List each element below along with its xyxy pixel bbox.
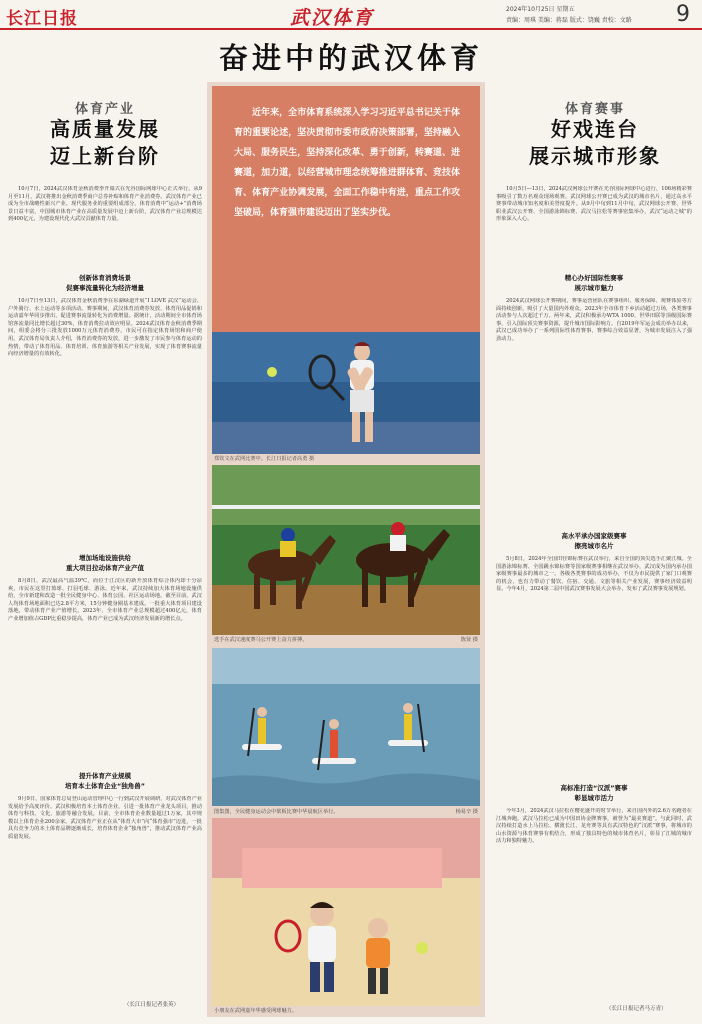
photo-paddleboard [212, 648, 480, 806]
right-subhead-3-line2: 彰显城市活力 [574, 794, 614, 802]
page-headline: 奋进中的武汉体育 [218, 41, 483, 75]
right-paragraph-1: 10月5日—13日，2024武汉网球公开赛在光谷国际网球中心进行，106场精彩赛事吸引了数万名观众现场观赛。武汉网球公开赛已成为武汉的城市名片，通过高水平赛事带动城市知名度和美誉度提升。从9月中旬到11月中旬，武汉网球公开赛、世界职业武汉公开赛、全国游泳锦标赛、武汉马拉松等赛事密集举办，武汉“运动之城”的形象深入人心。 [496, 186, 692, 223]
right-subhead-1-line1: 精心办好国际性赛事 [564, 274, 624, 282]
right-subhead-2-line2: 擦亮城市名片 [574, 542, 614, 550]
left-subhead-2-line1: 增加场地设施供给 [79, 554, 131, 562]
photo-children-caption: 小朋友在武网嘉年华感受网球魅力。 [214, 1008, 298, 1014]
photo-horse-racing-credit: 陈贤 摄 [460, 637, 478, 643]
right-title-line1: 好戏连台 [551, 117, 639, 141]
page-number: 9 [676, 2, 690, 27]
right-source: （长江日报记者马万青） [606, 1006, 667, 1012]
left-subhead-3-line2: 培育本土体育企业“独角兽” [64, 782, 146, 790]
editor-credits: 责编：周琪 美编：蒋磊 版式：饶巍 责校：文路 [506, 17, 632, 24]
left-source: （长江日报记者张英） [124, 1002, 180, 1008]
photo-horse-racing-caption: 选手在武汉速度赛马公开赛上奋力拼搏。 [214, 637, 308, 643]
intro-text: 近年来，全市体育系统深入学习习近平总书记关于体育的重要论述，坚决贯彻市委市政府决策部署，坚持融入大局、服务民生，坚持深化改革、勇于创新，转赛道、进赛道，加力道，以经营城市理念统筹推进群体育、竞技体育、体育产业协调发展，全面工作稳中有进，重点工作攻坚破局，体育强市建设迈出了坚实步伐。 [234, 108, 460, 218]
photo-paddleboard-caption: 图集图，全民健身运动会中桨板比赛中华晨航区举行。 [214, 809, 339, 815]
left-title-line1: 高质量发展 [50, 117, 160, 141]
right-kicker: 体育赛事 [564, 102, 625, 117]
newspaper-logo: 长江日报 [6, 9, 78, 29]
right-paragraph-4: 今年3月，2024武汉马拉松在樱花盛开的时节举行，来自国内外的2.6万名跑者在江城奔跑。武汉马拉松已成为中国田协金牌赛事，被誉为“最美赛道”。与此同时，武汉持续打造水上马拉松、横渡长江、龙舟赛等具有武汉特色的“汉派”赛事，将城市的山水资源与体育赛事有机结合，形成了独具特色的城市体育名片，彰显了江城的城市活力和独特魅力。 [496, 808, 692, 845]
section-logo: 武汉体育 [290, 7, 375, 29]
left-subhead-1-line1: 创新体育消费场景 [79, 274, 131, 282]
photo-tennis [212, 332, 480, 454]
photo-horse-racing [212, 465, 480, 635]
left-paragraph-1: 10月7日，2024武汉体育金秋消费季开幕式在光谷国际网球中心正式举行。从9月至11月，武汉将推出金秋消费季商户总券补贴和体育产业消费券。武汉体育产业已成为全市战略性新兴产业、现代服务业的重要组成部分。体育消费中“运动+”消费场景日益丰富，中国城市体育产业在高质量发展中迈上新台阶，武汉体育产业总规模达到400亿元，为建设现代化大武汉贡献体育力量。 [8, 186, 202, 223]
left-paragraph-3: 8月8日，武汉最高气温39℃，而位于江汉区的新开放体育综合体内却十分凉爽，市民在这里打篮球、打羽毛球、游泳。近年来，武汉持续加大体育场地设施供给，全市新建和改造一批全民健身中心、体育公园、社区运动场地。截至目前，武汉人均体育场地面积已达2.8平方米，15分钟健身圈基本建成。一批重大体育项目建设落地，带动体育产业产值增长。2023年，全市体育产业总规模超过400亿元，体育产业增加值占GDP比重稳步提高，体育产业已成为武汉经济发展新的增长点。 [8, 578, 202, 622]
left-kicker: 体育产业 [74, 102, 135, 117]
right-paragraph-2: 2024武汉网球公开赛期间，赛事运营团队在赛事组织、服务保障、观赛体验等方面持续创新，吸引了大量国内外观众。2023年全市体育下乡活动超过万场，各类赛事活动参与人次超过千万。两年来，武汉积极承办WTA 1000、世界田联等顶级国际赛事，引入国际顶尖赛事资源，提升城市国际影响力。自2019年军运会成功举办以来，武汉已成功举办了一系列国际性体育赛事，赛事综合效益显著，为城市发展注入了强劲动力。 [496, 298, 692, 342]
right-subhead-1-line2: 展示城市魅力 [574, 284, 614, 292]
right-paragraph-3: 5月8日，2024年全国田径锦标赛在武汉举行，来自全国的顶尖选手汇聚江城。全国游泳锦标赛、全国跳水锦标赛等国家级赛事相继在武汉举办，武汉成为国内承办国家级赛事最多的城市之一。各级各类赛事的成功举办，不仅为市民提供了家门口观赛的机会，也有力带动了餐饮、住宿、交通、文旅等相关产业发展，赛事经济效益明显。今年4月，2024第二届中国武汉赛事发展大会举办，发布了武汉赛事发展规划。 [496, 556, 692, 593]
left-title-line2: 迈上新台阶 [50, 144, 160, 168]
right-title-line2: 展示城市形象 [529, 144, 661, 168]
right-subhead-3-line1: 高标准打造“汉派”赛事 [560, 784, 628, 792]
right-subhead-2-line1: 高水平承办国家级赛事 [561, 532, 627, 540]
left-subhead-2-line2: 重大项目拉动体育产业产值 [66, 564, 144, 572]
photo-tennis-caption: 郑钦文在武网比赛中。长江日报记者高勇 摄 [214, 456, 315, 462]
left-subhead-3-line1: 提升体育产业规模 [79, 772, 131, 780]
left-paragraph-4: 9月9日，国家体育总局登山运动管理中心一行到武汉开展调研，对武汉体育产业发展给予高度评价。武汉积极培育本土体育企业，引进一批体育产业龙头项目，推动体育与科技、文化、旅游等融合发展。目前，全市体育企业数量超过1万家，其中规模以上体育企业200余家。武汉体育产业正在从“体育大市”向“体育强市”迈进，一批具有竞争力的本土体育品牌逐渐成长，培育体育企业“独角兽”，推动武汉体育产业高质量发展。 [8, 796, 202, 840]
left-paragraph-2: 10月7日至13日，武汉体育金秋消费季在东湖绿道开展“I LOVE 武汉”运动会、户外骑行、水上运动等多项活动。赛事期间，武汉体育消费券发放、体育用品促销和运动嘉年华同步推出，促进赛事流量转化为消费增量。据统计，活动期间全市体育场馆客流量同比增长超过30%，体育消费拉动效应明显。2024武汉体育金秋消费季期间，组委会将分三批发放1000万元体育消费券，市民可在指定体育场馆和商户使用。武汉体育局负责人介绍，体育消费券的发放，进一步激发了市民参与体育运动的热情，带动了体育用品、体育培训、体育旅游等相关产业发展，实现了体育赛事流量向经济增量的有效转化。 [8, 298, 202, 358]
dateline: 2024年10月25日 星期五 [506, 6, 575, 13]
photo-children-tennis [212, 818, 480, 1006]
left-subhead-1-line2: 促赛事流量转化为经济增量 [66, 284, 144, 292]
masthead [0, 0, 702, 30]
photo-paddleboard-credit: 杨易辛 摄 [455, 809, 478, 815]
